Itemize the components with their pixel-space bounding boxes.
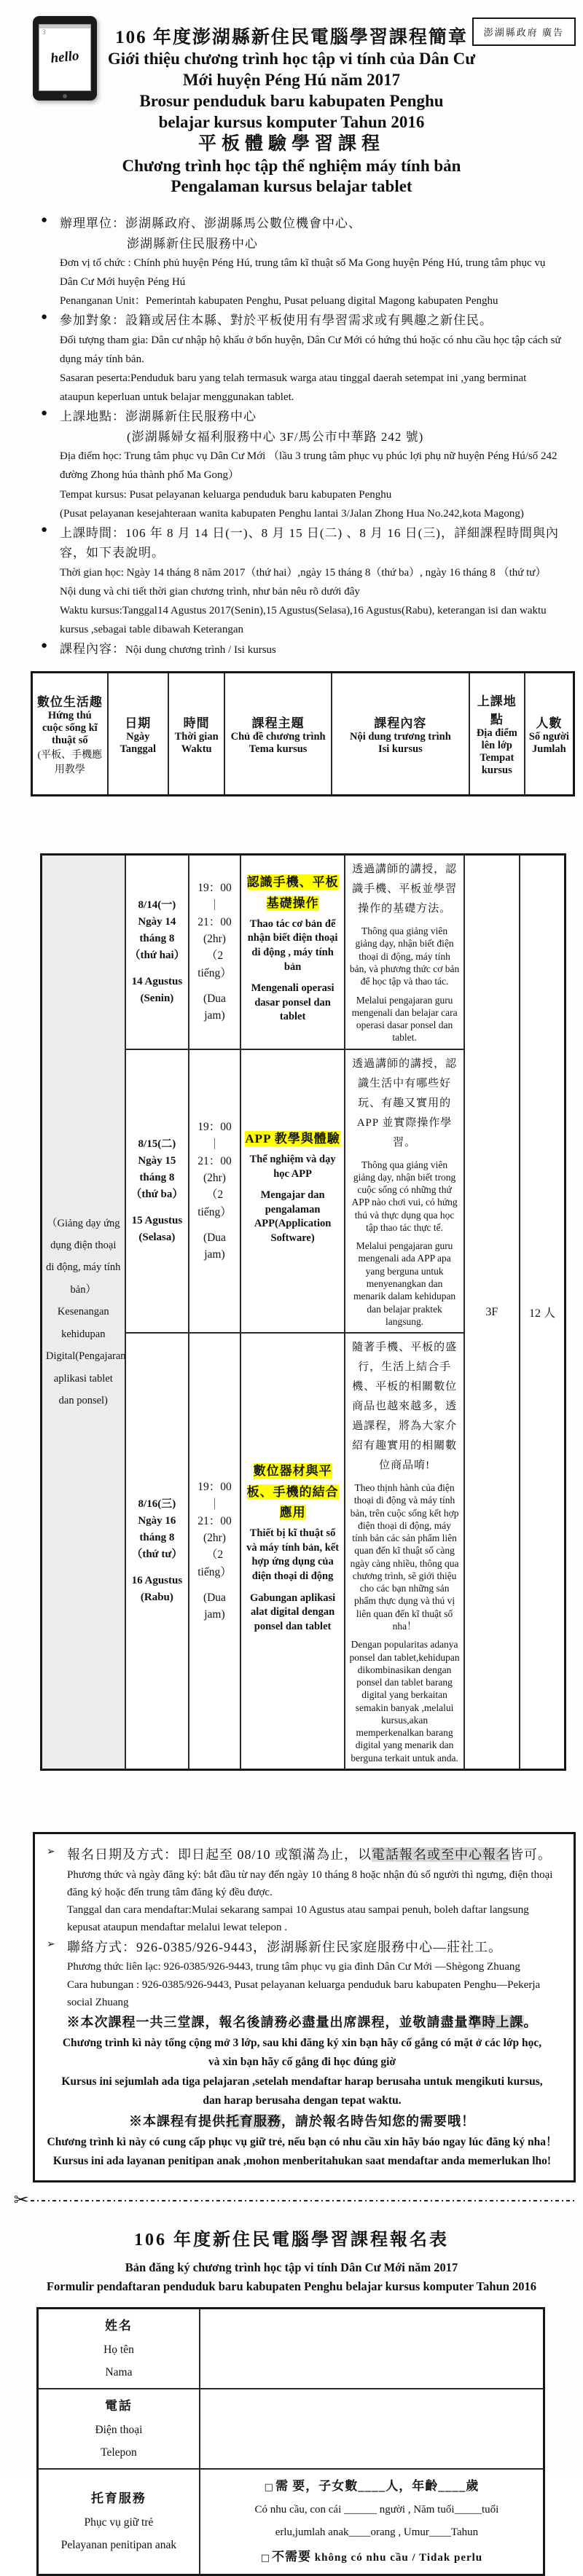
main-title-id-line1: Brosur penduduk baru kabupaten Penghu — [139, 91, 444, 110]
page-break-gap — [0, 796, 583, 853]
tablet-corner-number: 3 — [42, 28, 46, 36]
bullet-organizer: ● 辦理單位：澎湖縣政府、澎湖縣馬公數位機會中心、 — [41, 214, 361, 230]
location-id-line2: (Pusat pelayanan kesejahteraan wanita kabupaten Penghu lantai 3/Jalan Zhong Hua No.242,kota Magong) — [60, 507, 524, 520]
tablet-illustration — [33, 16, 97, 101]
content-cell-day1: 透過講師的講授，認識手機、平板並學習操作的基礎方法。 Thông qua giảng viên giảng dạy, nhận biết điện thoại di động, máy tính bản, và phương thức cơ bản để học tập và thao tác. Melalui pengajaran guru mengenali dan belajar cara operasi dasar ponsel dan tablet. — [345, 855, 463, 1049]
name-label: 姓名 Họ tên Nama — [38, 2308, 200, 2389]
note-attendance-vi2: và xin bạn hãy cố gắng đi học đúng giờ — [208, 2056, 396, 2069]
note-childcare-id: Kursus ini ada layanan penitipan anak ,mohon menberitahukan saat mendaftar anda memerlukan lho! — [52, 2155, 552, 2168]
registration-form-table — [36, 2307, 545, 2576]
form-title-id: Formulir pendaftaran penduduk baru kabupaten Penghu belajar kursus komputer Tahun 2016 — [46, 2279, 537, 2293]
bullet-course-content: ● 課程內容：Nội dung chương trình / Isi kursus — [41, 640, 276, 657]
note-attendance-vi1: Chương trình kì này tổng cộng mở 3 lớp, sau khi đăng ký xin bạn hãy cố gắng có mặt ở các lớp học, — [62, 2036, 542, 2049]
column-header-capacity: 人數 Số người Jumlah — [525, 673, 574, 796]
note-attendance-id2: dan harap berusaha dengan tepat waktu. — [203, 2094, 402, 2107]
bullet-participants: ● 參加對象：設籍或居住本縣、對於平板使用有學習需求或有興趣之新住民。 — [41, 311, 493, 328]
capacity-cell: 12 人 — [520, 855, 566, 1770]
name-field[interactable] — [200, 2308, 544, 2389]
column-header-date: 日期 Ngày Tanggal — [108, 673, 168, 796]
side-note-cell: （Giảng dạy ứng dụng điện thoại di động, máy tính bản） Kesenangan kehidupan Digital(Pengajaran aplikasi tablet dan ponsel) — [42, 855, 125, 1770]
bullet-icon: ● — [41, 640, 48, 652]
note-registration-id: Tanggal dan cara mendaftar:Mulai sekarang sampai 10 Agustus atau sampai penuh, boleh daftar langsung kepusat ataupun mendaftar melalui lewat telepon . — [67, 1904, 529, 1934]
form-title-vi: Bản đăng ký chương trình học tập vi tính Dân Cư Mới năm 2017 — [125, 2260, 458, 2274]
arrow-icon: ➢ — [47, 1846, 55, 1857]
phone-label: 電話 Điện thoại Telepon — [38, 2389, 200, 2469]
main-title-zh: 106 年度澎湖縣新住民電腦學習課程簡章 — [115, 28, 468, 47]
date-cell-day1: 8/14(一) Ngày 14 tháng 8 （thứ hai） 14 Agustus (Senin) — [125, 855, 189, 1049]
form-title-zh: 106 年度新住民電腦學習課程報名表 — [134, 2230, 449, 2250]
location-vi: Địa điểm học: Trung tâm phục vụ Dân Cư Mới （lầu 3 trung tâm phục vụ phúc lợi phụ nữ huyện Péng Hú/số 242 đường Zhong húa thành phố Ma Gong） — [60, 450, 557, 482]
highlighted-phrase: 托育服務 — [226, 2114, 281, 2129]
time-cell-day1: 19：00 ｜ 21：00 (2hr) （2 tiếng） (Dua jam) — [189, 855, 240, 1049]
location-cell: 3F — [464, 855, 520, 1770]
checkbox-icon[interactable]: □ — [264, 2481, 274, 2493]
highlighted-topic: 數位器材與平板、手機的結合應用 — [246, 1463, 339, 1520]
highlighted-phrase: 準時上課 — [468, 2015, 524, 2030]
content-cell-day2: 透過講師的講授，認識生活中有哪些好玩、有趣又實用的 APP 並實際操作學習。 Thông qua giảng viên giảng dạy, nhận biết trong cuộc sống có những thứ APP nào chơi vui, có hứng thú và thực dụng qua học tập thao tác thực tế. Melalui pengajaran guru mengenali ada APP apa yang berguna untuk menyenangkan dan menarik dalam kehidupan dan belajar praktek langsung. — [345, 1049, 463, 1333]
note-attendance: ※本次課程一共三堂課，報名後請務必盡量出席課程，並敬請盡量準時上課。 — [66, 2015, 538, 2030]
time-range-bar-icon: ｜ — [208, 1498, 221, 1511]
organizer-vi: Đơn vị tổ chức : Chính phủ huyện Péng Hú, trung tâm kĩ thuật số Ma Gong huyện Péng Hú, trung tâm phục vụ Dân Cư Mới huyện Péng Hú — [60, 257, 546, 289]
column-header-time: 時間 Thời gian Waktu — [168, 673, 224, 796]
bullet-icon: ● — [41, 214, 48, 226]
note-registration-vi: Phương thức và ngày đăng ký: bắt đầu từ nay đến ngày 10 tháng 8 hoặc nhận đủ số người thì ngưng, điện thoại đăng ký hoặc đến trung tâm đăng ký đều được. — [67, 1868, 553, 1898]
course-table-body — [40, 853, 566, 1771]
date-cell-day3: 8/16(三) Ngày 16 tháng 8 （thứ tư） 16 Agustus (Rabu) — [125, 1333, 189, 1769]
content-cell-day3: 隨著手機、平板的盛行，生活上結合手機、平板的相關數位商品也越來越多，透過課程，將為大家介紹有趣實用的相關數位商品唷! Theo thịnh hành của điện thoại di động và máy tính bản, trên cuộc sống kết hợp điện thoại di động, máy tính bản các sản phẩm liên quan đến kĩ thuật số càng ngày càng nhiều, thông qua chương trình, sẽ giới thiệu cho các bạn những sản phẩm thực dụng và thú vị liên quan đến kĩ thuật số nha！ Dengan popularitas adanya ponsel dan tablet,kehidupan dikombinasikan dengan ponsel dan tablet barang digital yang berkaitan semakin banyak ,melalui kursus,akan memperkenalkan barang digital yang menarik dan berguna terkait untuk anda. — [345, 1333, 463, 1769]
childcare-need-vi: Có nhu cầu, con cái ______ người , Năm tuổi_____tuổi — [254, 2503, 499, 2516]
arrow-icon: ➢ — [47, 1938, 55, 1950]
subtitle-id: Pengalaman kursus belajar tablet — [171, 177, 412, 196]
childcare-label: 托育服務 Phục vụ giữ trẻ Pelayanan penitipan anak — [38, 2469, 200, 2575]
hello-text: hello — [50, 48, 80, 66]
location-line2: (澎湖縣婦女福利服務中心 3F/馬公市中華路 242 號) — [127, 429, 424, 444]
bullet-schedule: ● 上課時間：106 年 8 月 14 日(一)、8 月 15 日(二) 、8 月 16 日(三)，詳細課程時間與內容，如下表說明。 — [41, 523, 559, 560]
childcare-option-no-need[interactable]: □ 不需要 không có nhu cầu / Tidak perlu — [260, 2549, 483, 2564]
main-title-vi-line2: Mới huyện Péng Hú năm 2017 — [182, 71, 401, 89]
highlighted-topic: 認識手機、平板基礎操作 — [246, 875, 339, 910]
time-range-bar-icon: ｜ — [208, 899, 221, 912]
bullet-icon: ● — [41, 311, 48, 324]
bullet-location: ● 上課地點：澎湖縣新住民服務中心 — [41, 407, 257, 424]
intro-bullet-list — [41, 214, 561, 659]
note-childcare-vi: Chương trình kì này có cung cấp phục vụ giữ trẻ, nếu bạn có nhu cầu xin hãy báo ngay lúc đăng ký nha！ — [47, 2135, 557, 2148]
course-table-header — [31, 671, 575, 796]
form-row-childcare — [38, 2469, 544, 2575]
note-registration-method: ➢ 報名日期及方式：即日起至 08/10 或額滿為止，以電話報名或至中心報名皆可。 — [47, 1846, 552, 1862]
tablet-screen — [39, 24, 91, 91]
government-advert-badge: 澎湖縣政府 廣告 — [472, 17, 576, 46]
cut-here-line — [15, 2193, 577, 2209]
column-header-topic: 課程主題 Chủ đề chương trình Tema kursus — [224, 673, 332, 796]
location-id: Tempat kursus: Pusat pelayanan keluarga penduduk baru kabupaten Penghu — [60, 488, 392, 501]
bullet-icon: ● — [41, 523, 48, 536]
time-cell-day2: 19：00 ｜ 21：00 (2hr) （2 tiếng） (Dua jam) — [189, 1049, 240, 1333]
topic-cell-day1: 認識手機、平板基礎操作 Thao tác cơ bản để nhận biết điện thoại di động , máy tính bản Mengenali operasi dasar ponsel dan tablet — [240, 855, 345, 1049]
form-row-phone — [38, 2389, 544, 2469]
registration-notes-box — [33, 1832, 576, 2182]
childcare-option-need[interactable]: □ 需 要，子女數____人，年齡____歲 — [264, 2478, 480, 2493]
main-title-id-line2: belajar kursus komputer Tahun 2016 — [158, 112, 425, 131]
checkbox-icon[interactable]: □ — [260, 2552, 271, 2564]
column-header-theme: 數位生活趣 Hứng thú cuộc sống kĩ thuật số (平板、手機應用教學 — [32, 673, 108, 796]
time-range-bar-icon: ｜ — [208, 1138, 221, 1151]
childcare-need-id: erlu,jumlah anak____orang , Umur____Tahun — [275, 2526, 479, 2539]
course-row-day1 — [42, 855, 566, 1049]
time-cell-day3: 19：00 ｜ 21：00 (2hr) （2 tiếng） (Dua jam) — [189, 1333, 240, 1769]
subtitle-zh: 平板體驗學習課程 — [197, 134, 385, 154]
bullet-icon: ● — [41, 407, 48, 420]
column-header-content: 課程內容 Nội dung trương trình Isi kursus — [332, 673, 469, 796]
subtitle-vi: Chương trình học tập thể nghiệm máy tính bản — [122, 156, 461, 175]
organizer-line2: 澎湖縣新住民服務中心 — [127, 236, 258, 251]
note-attendance-id1: Kursus ini sejumlah ada tiga pelajaran ,setelah mendaftar harap berusaha untuk mengikuti kursus, — [61, 2075, 543, 2088]
dash-dot-line — [31, 2200, 577, 2201]
note-childcare: ※本課程有提供托育服務，請於報名時告知您的需要哦！ — [129, 2114, 475, 2129]
schedule-vi: Thời gian học: Ngày 14 tháng 8 năm 2017（thứ hai）,ngày 15 tháng 8（thứ ba）, ngày 16 tháng 8 （thứ tư）Nội dung và chi tiết thời gian chương trình, như bản nêu rõ dưới đây — [60, 566, 547, 598]
phone-field[interactable] — [200, 2389, 544, 2469]
note-contact: ➢ 聯絡方式：926-0385/926-9443，澎湖縣新住民家庭服務中心—莊社工。 — [47, 1938, 502, 1954]
registration-form-header — [0, 2225, 583, 2294]
highlighted-phrase: 電話報名或至中心報名 — [372, 1847, 510, 1862]
participants-vi: Đối tượng tham gia: Dân cư nhập hộ khẩu ở bổn huyện, Dân Cư Mới có hứng thú hoặc có nhu cầu học tập cách sử dụng máy tính bản. — [60, 334, 561, 365]
schedule-id: Waktu kursus:Tanggal14 Agustus 2017(Senin),15 Agustus(Selasa),16 Agustus(Rabu), keterangan isi dan waktu kursus ,sebagai table dibawah Keterangan — [60, 604, 547, 636]
scissors-icon: ✂ — [13, 2191, 29, 2209]
childcare-options — [200, 2469, 544, 2575]
tablet-screen-toolbar — [39, 25, 90, 28]
highlighted-topic: APP 教學與體驗 — [245, 1132, 340, 1146]
tablet-home-button-icon — [63, 94, 67, 98]
note-contact-vi: Phương thức liên lạc: 926-0385/926-9443, trung tâm phục vụ gia đình Dân Cư Mới —Shègong Zhuang — [67, 1961, 520, 1973]
organizer-id: Penanganan Unit：Pemerintah kabupaten Penghu, Pusat peluang digital Magong kabupaten Penghu — [60, 295, 498, 308]
column-header-place: 上課地點 Địa điểm lên lớp Tempat kursus — [469, 673, 525, 796]
note-contact-id: Cara hubungan : 926-0385/926-9443, Pusat pelayanan keluarga penduduk baru kabupaten Penghu—Pekerja social Zhuang — [67, 1978, 541, 2009]
topic-cell-day2: APP 教學與體驗 Thể nghiệm và dạy học APP Mengajar dan pengalaman APP(Application Software) — [240, 1049, 345, 1333]
date-cell-day2: 8/15(二) Ngày 15 tháng 8 （thứ ba） 15 Agustus (Selasa) — [125, 1049, 189, 1333]
participants-id: Sasaran peserta:Penduduk baru yang telah termasuk warga atau tinggal daerah setempat ini ,yang berminat ataupun keperluan untuk belajar menggunakan tablet. — [60, 372, 527, 404]
main-title-vi-line1: Giới thiệu chương trình học tập vi tính của Dân Cư — [107, 50, 476, 68]
form-row-name — [38, 2308, 544, 2389]
topic-cell-day3: 數位器材與平板、手機的結合應用 Thiết bị kĩ thuật số và máy tính bản, kết hợp ứng dụng của điện thoại di động Gabungan aplikasi alat digital dengan ponsel dan tablet — [240, 1333, 345, 1769]
